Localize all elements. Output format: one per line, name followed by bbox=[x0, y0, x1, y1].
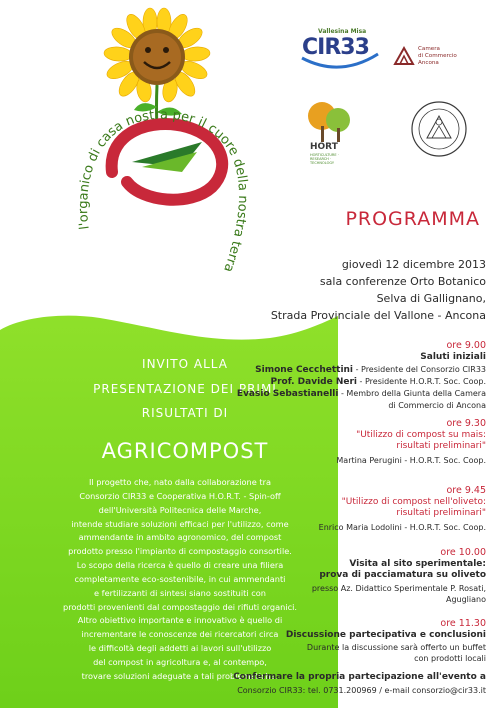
description-line: Il progetto che, nato dalla collaborazione tra bbox=[89, 477, 271, 487]
time-0930: ore 9.30 bbox=[446, 418, 486, 429]
description-line: prodotto presso l'impianto di compostaggio consortile. bbox=[68, 546, 292, 557]
invito-line-1: INVITO ALLA bbox=[142, 357, 228, 371]
item-note: con prodotti locali bbox=[414, 654, 486, 663]
swirl-icon bbox=[112, 124, 223, 200]
description-line: incrementare le conoscenze dei ricercatori circa bbox=[81, 629, 279, 640]
project-title: AGRICOMPOST bbox=[101, 439, 269, 463]
camera-commercio-logo bbox=[392, 44, 482, 70]
item-note: Durante la discussione sarà offerto un buffet bbox=[306, 643, 486, 652]
item-speaker: Martina Perugini - H.O.R.T. Soc. Coop. bbox=[336, 456, 486, 465]
speaker-row: Simone Cecchettini - Presidente del Consorzio CIR33 bbox=[255, 365, 486, 375]
sunflower-mascot bbox=[72, 2, 262, 332]
item-title: risultati preliminari" bbox=[396, 441, 486, 451]
time-0900: ore 9.00 bbox=[446, 340, 486, 351]
item-title: Saluti iniziali bbox=[420, 352, 486, 362]
description-line: del compost in agricoltura e, al contempo, bbox=[93, 656, 267, 667]
hort-logo bbox=[306, 100, 352, 165]
cir33-logo bbox=[300, 28, 380, 76]
venue-line-3: Strada Provinciale del Vallone - Ancona bbox=[270, 309, 486, 322]
description-line: completamente eco-sostenibile, in cui ammendanti bbox=[74, 573, 286, 584]
camera-commercio-text: Camera di Commercio Ancona bbox=[418, 46, 457, 66]
description-line: e fertilizzanti di sintesi siano sostituiti con bbox=[94, 587, 266, 598]
description-line: Consorzio CIR33 e Cooperativa H.O.R.T. - Spin-off bbox=[79, 490, 281, 501]
item-title: Visita al sito sperimentale: bbox=[349, 559, 486, 569]
hort-subtitle: HORTICULTURE · RESEARCH · TECHNOLOGY bbox=[310, 153, 339, 165]
camera-commercio-icon bbox=[392, 44, 416, 68]
time-0945: ore 9.45 bbox=[446, 485, 486, 496]
item-speaker: Enrico Maria Lodolini - H.O.R.T. Soc. Coop. bbox=[318, 523, 486, 532]
cir33-name: CIR33 bbox=[302, 35, 369, 60]
hort-label: HORT bbox=[310, 142, 338, 152]
venue-line-1: sala conferenze Orto Botanico bbox=[319, 275, 486, 288]
time-1130: ore 11.30 bbox=[440, 618, 486, 629]
description-line: Lo scopo della ricerca è quello di creare una filiera bbox=[76, 560, 284, 571]
description-line: ammendante in ambito agronomico, del compost bbox=[78, 532, 282, 543]
item-title: risultati preliminari" bbox=[396, 508, 486, 518]
project-description bbox=[30, 476, 330, 684]
description-line: Altro obiettivo importante e innovativo è quello di bbox=[77, 615, 283, 626]
tree-icon bbox=[306, 100, 352, 142]
item-title: prova di pacciamatura su oliveto bbox=[319, 570, 486, 580]
description-line: intende studiare soluzioni efficaci per l'utilizzo, come bbox=[71, 518, 289, 529]
svg-text:l'organico di casa nostra per: l'organico di casa nostra per il cuore della nostra terra bbox=[76, 107, 251, 274]
time-1000: ore 10.00 bbox=[440, 547, 486, 558]
rsvp-title: Confermare la propria partecipazione all'evento a bbox=[233, 672, 486, 682]
speaker-extra: di Commercio di Ancona bbox=[388, 401, 486, 410]
rsvp-contact: Consorzio CIR33: tel. 0731.200969 / e-mail consorzio@cir33.it bbox=[237, 686, 486, 695]
event-date: giovedì 12 dicembre 2013 bbox=[341, 258, 486, 271]
item-title: "Utilizzo di compost nell'oliveto: bbox=[341, 497, 486, 507]
invito-line-2: PRESENTAZIONE DEI PRIMI bbox=[93, 382, 277, 396]
programma-title: PROGRAMMA bbox=[345, 208, 480, 230]
item-title: Discussione partecipativa e conclusioni bbox=[285, 630, 486, 640]
speaker-row: Evasio Sebastianelli - Membro della Giunta della Camera bbox=[236, 389, 486, 399]
venue-line-2: Selva di Gallignano, bbox=[376, 292, 486, 305]
invito-line-3: RISULTATI DI bbox=[141, 406, 229, 420]
description-line: le difficoltà degli addetti ai lavori sull'utilizzo bbox=[88, 643, 272, 654]
speaker-row: Prof. Davide Neri - Presidente H.O.R.T. Soc. Coop. bbox=[270, 377, 486, 387]
item-title: "Utilizzo di compost su mais: bbox=[356, 430, 486, 440]
item-speaker: Agugliano bbox=[445, 595, 486, 604]
description-line: dell'Università Politecnica delle Marche, bbox=[98, 504, 262, 515]
description-line: prodotti provenienti dal compostaggio dei rifiuti organici. bbox=[63, 601, 297, 612]
university-seal-icon bbox=[410, 100, 468, 158]
cir33-swoosh-icon bbox=[300, 50, 380, 74]
cir33-tagline: Vallesina Misa bbox=[318, 28, 367, 35]
description-line: trovare soluzioni adeguate a tali problematiche. bbox=[81, 670, 279, 681]
item-speaker: presso Az. Didattico Sperimentale P. Rosati, bbox=[311, 584, 486, 593]
